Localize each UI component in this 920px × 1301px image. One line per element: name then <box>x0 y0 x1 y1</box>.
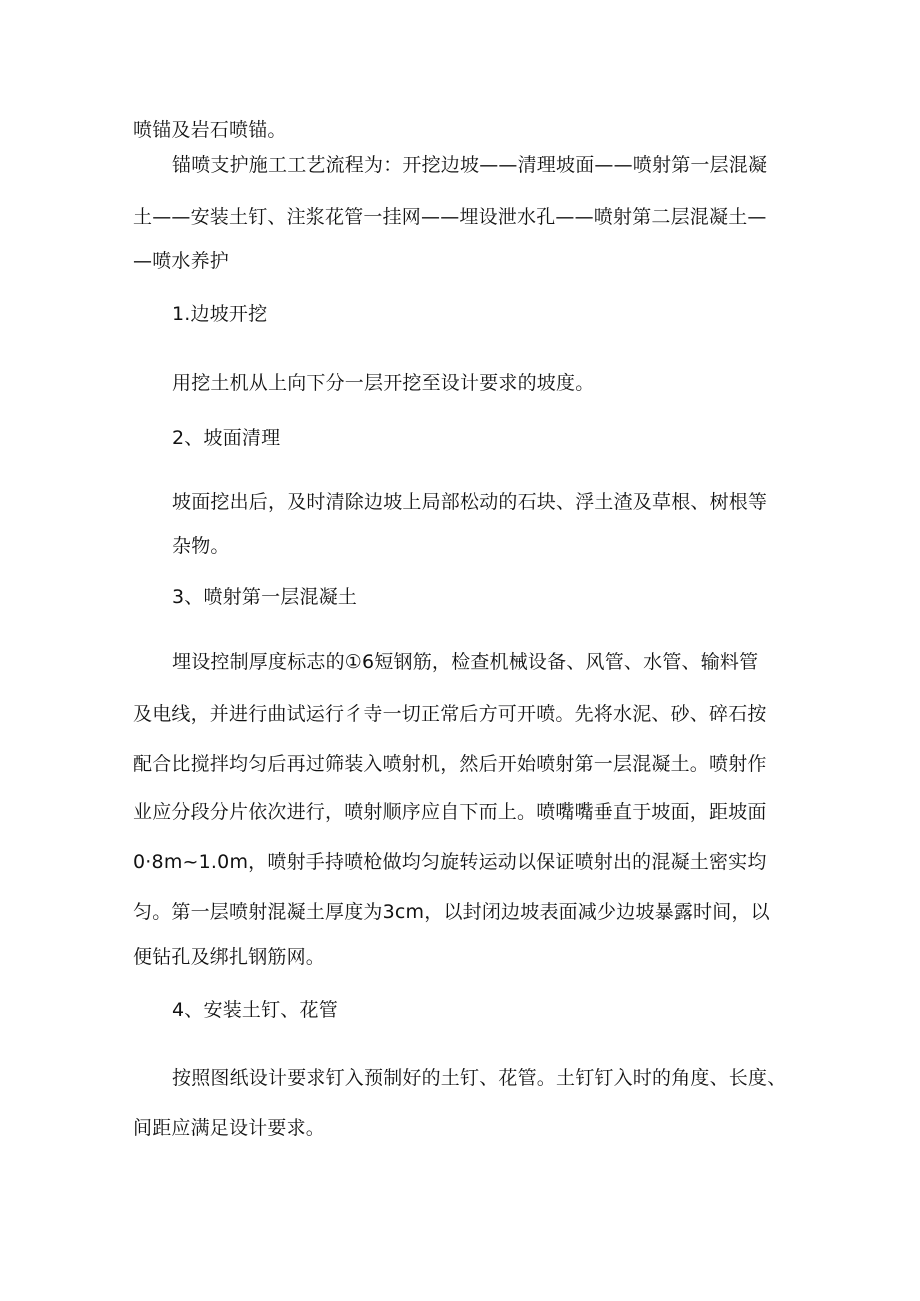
paragraph-line: 杂物。 <box>172 535 230 557</box>
section-heading: 4、安装土钉、花管 <box>172 999 338 1021</box>
paragraph-line: 便钻孔及绑扎钢筋网。 <box>133 946 326 968</box>
paragraph-line: 0·8m~1.0m，喷射手持喷枪做均匀旋转运动以保证喷射出的混凝土密实均 <box>133 851 767 873</box>
paragraph-line: 按照图纸设计要求钉入预制好的土钉、花管。土钉钉入时的角度、长度、 <box>172 1067 787 1089</box>
paragraph-line: 业应分段分片依次进行，喷射顺序应自下而上。喷嘴嘴垂直于坡面，距坡面 <box>133 801 767 823</box>
paragraph-line: 埋设控制厚度标志的①6短钢筋，检查机械设备、风管、水管、输料管 <box>172 651 759 673</box>
section-heading: 2、坡面清理 <box>172 427 281 449</box>
paragraph-line: —喷水养护 <box>133 250 230 272</box>
paragraph-line: 配合比搅拌均匀后再过筛装入喷射机，然后开始喷射第一层混凝土。喷射作 <box>133 753 767 775</box>
paragraph-line: 喷锚及岩石喷锚。 <box>133 119 287 141</box>
paragraph-line: 锚喷支护施工工艺流程为：开挖边坡——清理坡面——喷射第一层混凝 <box>172 154 768 176</box>
section-heading: 1.边坡开挖 <box>172 303 268 325</box>
paragraph-line: 坡面挖出后，及时清除边坡上局部松动的石块、浮土渣及草根、树根等 <box>172 491 768 513</box>
paragraph-line: 及电线，并进行曲试运行彳寺一切正常后方可开喷。先将水泥、砂、碎石按 <box>133 703 767 725</box>
paragraph-line: 间距应满足设计要求。 <box>133 1117 326 1139</box>
section-heading: 3、喷射第一层混凝土 <box>172 586 358 608</box>
paragraph-line: 匀。第一层喷射混凝土厚度为3cm，以封闭边坡表面减少边坡暴露时间，以 <box>133 901 770 923</box>
paragraph-line: 用挖土机从上向下分一层开挖至设计要求的坡度。 <box>172 372 595 394</box>
paragraph-line: 土——安装土钉、注浆花管一挂网——埋设泄水孔——喷射第二层混凝土— <box>133 206 767 228</box>
